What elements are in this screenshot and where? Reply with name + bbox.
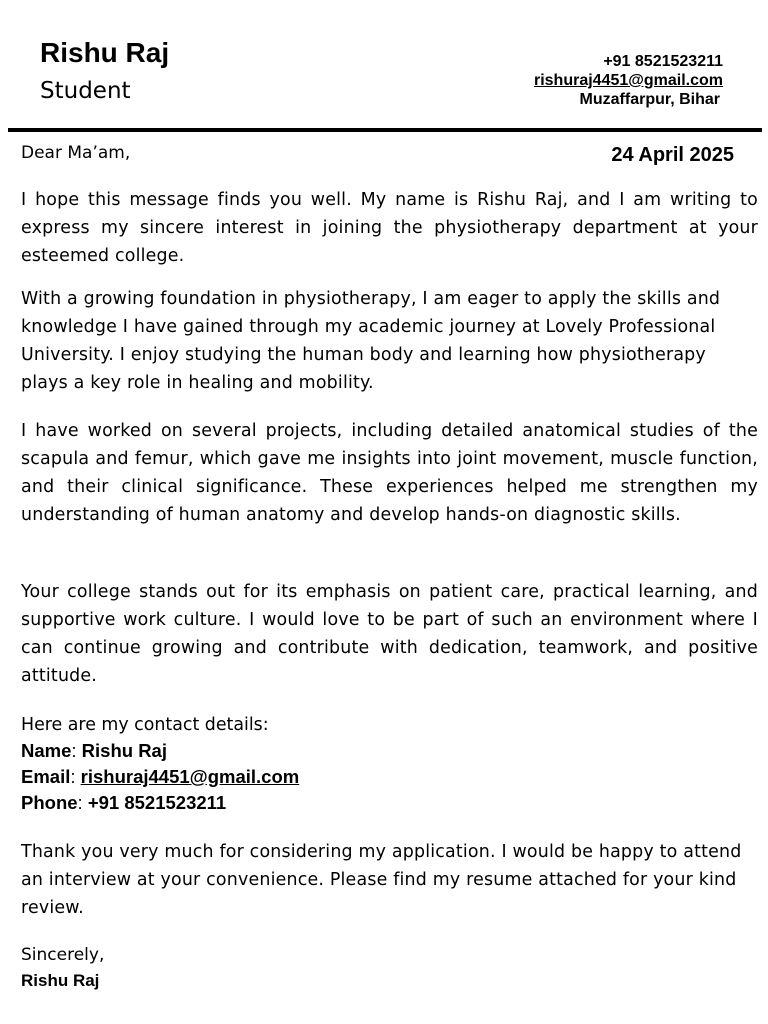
- header-email-link[interactable]: rishuraj4451@gmail.com: [533, 72, 723, 89]
- contact-phone-row: [21, 790, 299, 816]
- closing-word: Sincerely,: [21, 945, 105, 965]
- paragraph-intro: I hope this message finds you well. My name is Rishu Raj, and I am writing to express my sincere interest in joining the physiotherapy department at your esteemed college.: [21, 190, 758, 266]
- contact-details: [21, 712, 299, 816]
- contact-email-label: Email: [21, 766, 71, 787]
- paragraph-thanks: Thank you very much for considering my application. I would be happy to attend an interview at your convenience. Please find my resume attached for your kind review.: [21, 842, 742, 918]
- signature-name: Rishu Raj: [21, 971, 100, 990]
- contact-phone-label: Phone: [21, 792, 78, 813]
- contact-email-link[interactable]: rishuraj4451@gmail.com: [80, 766, 300, 787]
- header-phone: +91 8521523211: [603, 53, 723, 70]
- contact-name-separator: :: [71, 740, 82, 761]
- applicant-role: Student: [40, 78, 131, 104]
- contact-intro: Here are my contact details:: [21, 715, 269, 735]
- paragraph-foundation: With a growing foundation in physiotherapy, I am eager to apply the skills and knowledge I have gained through my academic journey at Lovely Professional University. I enjoy studying the human body and learning how physiotherapy plays a key role in healing and mobility.: [21, 289, 721, 393]
- letter-date: 24 April 2025: [611, 144, 734, 166]
- contact-name-row: [21, 738, 299, 764]
- header-divider: [8, 128, 762, 132]
- salutation: Dear Ma’am,: [21, 143, 131, 163]
- contact-name-label: Name: [21, 740, 72, 761]
- contact-email-row: [21, 764, 299, 790]
- contact-name-value: Rishu Raj: [81, 740, 167, 761]
- applicant-name: Rishu Raj: [40, 37, 170, 68]
- closing-block: [21, 942, 104, 994]
- header-location: Muzaffarpur, Bihar: [579, 91, 720, 108]
- contact-phone-separator: :: [77, 792, 88, 813]
- header-contact-block: [534, 52, 723, 109]
- contact-email-separator: :: [70, 766, 81, 787]
- paragraph-college: Your college stands out for its emphasis on patient care, practical learning, and supportive work culture. I would love to be part of such an environment where I can continue growing and contribute with dedication, teamwork, and positive attitude.: [21, 582, 758, 686]
- contact-phone-value: +91 8521523211: [87, 792, 227, 813]
- paragraph-projects: I have worked on several projects, including detailed anatomical studies of the scapula and femur, which gave me insights into joint movement, muscle function, and their clinical significance. These experiences helped me strengthen my understanding of human anatomy and develop hands-on diagnostic skills.: [21, 421, 758, 525]
